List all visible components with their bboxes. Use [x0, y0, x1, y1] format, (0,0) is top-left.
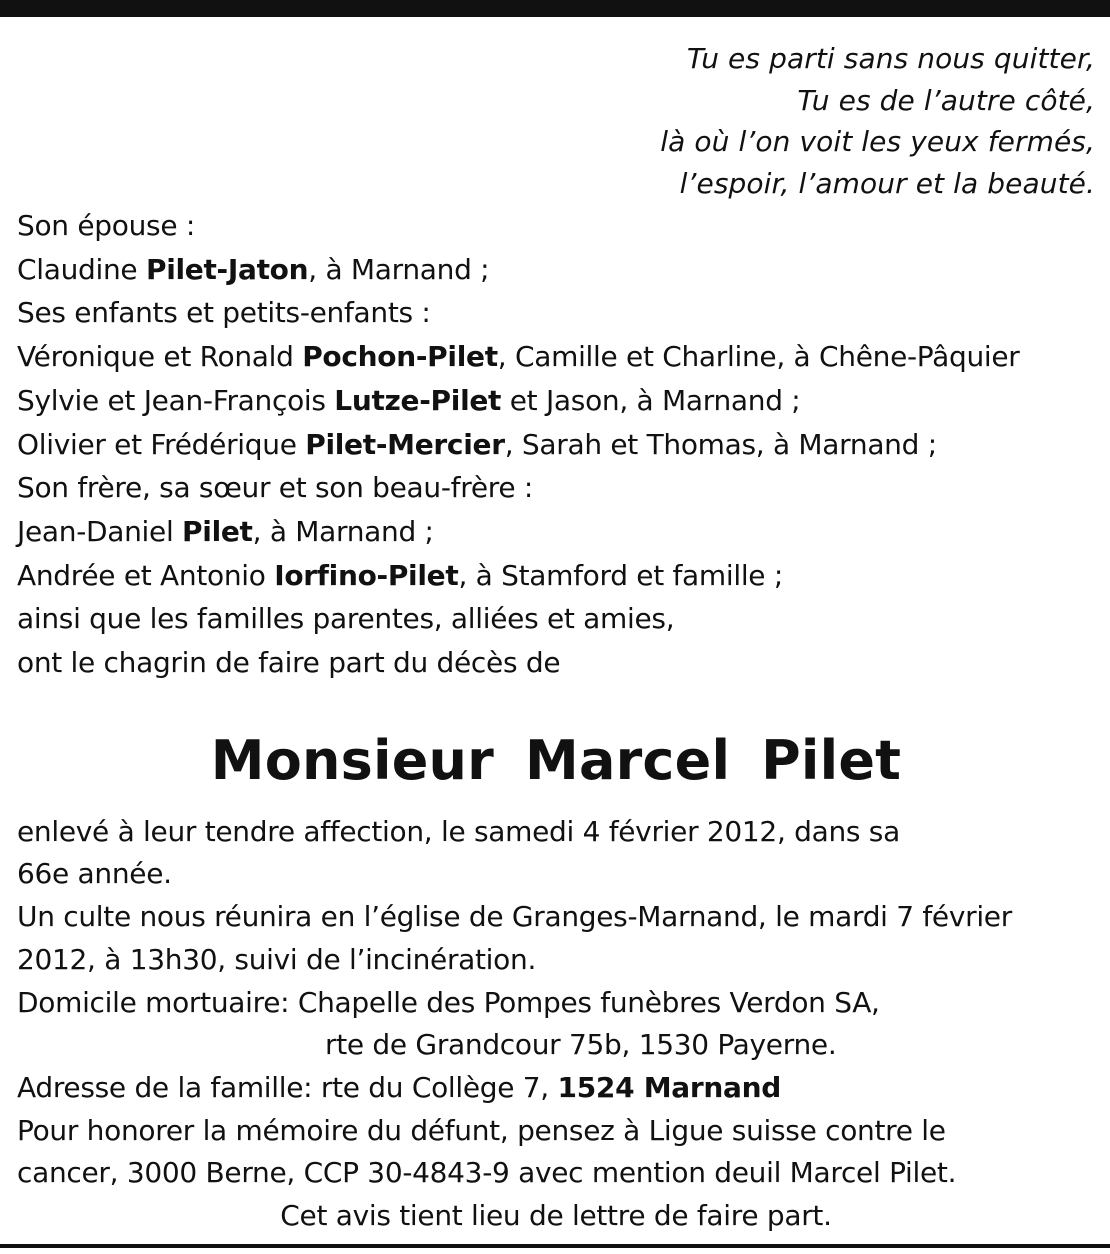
bottom-border-rule — [0, 1244, 1110, 1248]
closing-line: ainsi que les familles parentes, alliées et amies, — [17, 602, 675, 636]
poem-line: Tu es de l’autre côté, — [797, 83, 1095, 117]
surname: Pilet-Jaton — [145, 252, 309, 286]
donation-line: cancer, 3000 Berne, CCP 30-4843-9 avec mention deuil Marcel Pilet. — [17, 1156, 957, 1190]
child-line: Véronique et Ronald Pochon-Pilet, Camille et Charline, à Chêne-Pâquier — [17, 340, 1020, 374]
closing-line: ont le chagrin de faire part du décès de — [17, 646, 561, 680]
surname: Pilet-Mercier — [305, 427, 505, 461]
notice-line: Cet avis tient lieu de lettre de faire part. — [280, 1199, 832, 1233]
family-address: Adresse de la famille: rte du Collège 7, 1524 Marnand — [17, 1070, 781, 1104]
poem-line: l’espoir, l’amour et la beauté. — [679, 166, 1095, 200]
poem — [17, 38, 1095, 204]
spouse-heading: Son épouse : — [17, 209, 195, 242]
spouse-line: Claudine Pilet-Jaton, à Marnand ; — [17, 252, 490, 286]
sibling-line: Andrée et Antonio Iorfino-Pilet, à Stamford et famille ; — [17, 558, 783, 592]
sibling-line: Jean-Daniel Pilet, à Marnand ; — [17, 514, 434, 548]
surname: Pilet — [182, 514, 253, 548]
donation-line: Pour honorer la mémoire du défunt, pensez à Ligue suisse contre le — [17, 1113, 946, 1147]
poem-line: là où l’on voit les yeux fermés, — [660, 125, 1095, 158]
child-line: Olivier et Frédérique Pilet-Mercier, Sarah et Thomas, à Marnand ; — [17, 427, 937, 461]
surname: Pochon-Pilet — [302, 340, 498, 374]
children-heading: Ses enfants et petits-enfants : — [17, 296, 431, 330]
mortuary-line: Domicile mortuaire: Chapelle des Pompes funèbres Verdon SA, — [17, 985, 880, 1019]
poem-line: Tu es parti sans nous quitter, — [686, 42, 1095, 75]
service-line: 2012, à 13h30, suivi de l’incinération. — [17, 942, 537, 976]
family-address-locality: 1524 Marnand — [557, 1070, 781, 1104]
siblings-heading: Son frère, sa sœur et son beau-frère : — [17, 471, 534, 505]
obituary-notice — [17, 38, 1095, 1238]
deceased-name: Monsieur Marcel Pilet — [210, 728, 902, 792]
surname: Iorfino-Pilet — [274, 558, 459, 592]
service-line: Un culte nous réunira en l’église de Granges-Marnand, le mardi 7 février — [17, 900, 1012, 934]
top-border-rule — [0, 0, 1110, 17]
death-line: enlevé à leur tendre affection, le samedi 4 février 2012, dans sa — [17, 814, 900, 848]
child-line: Sylvie et Jean-François Lutze-Pilet et Jason, à Marnand ; — [17, 383, 801, 417]
funeral-details — [17, 811, 1095, 1238]
mortuary-address: rte de Grandcour 75b, 1530 Payerne. — [325, 1028, 837, 1062]
surname: Lutze-Pilet — [334, 383, 502, 417]
family-list — [17, 204, 1095, 685]
death-line: 66e année. — [17, 857, 172, 891]
